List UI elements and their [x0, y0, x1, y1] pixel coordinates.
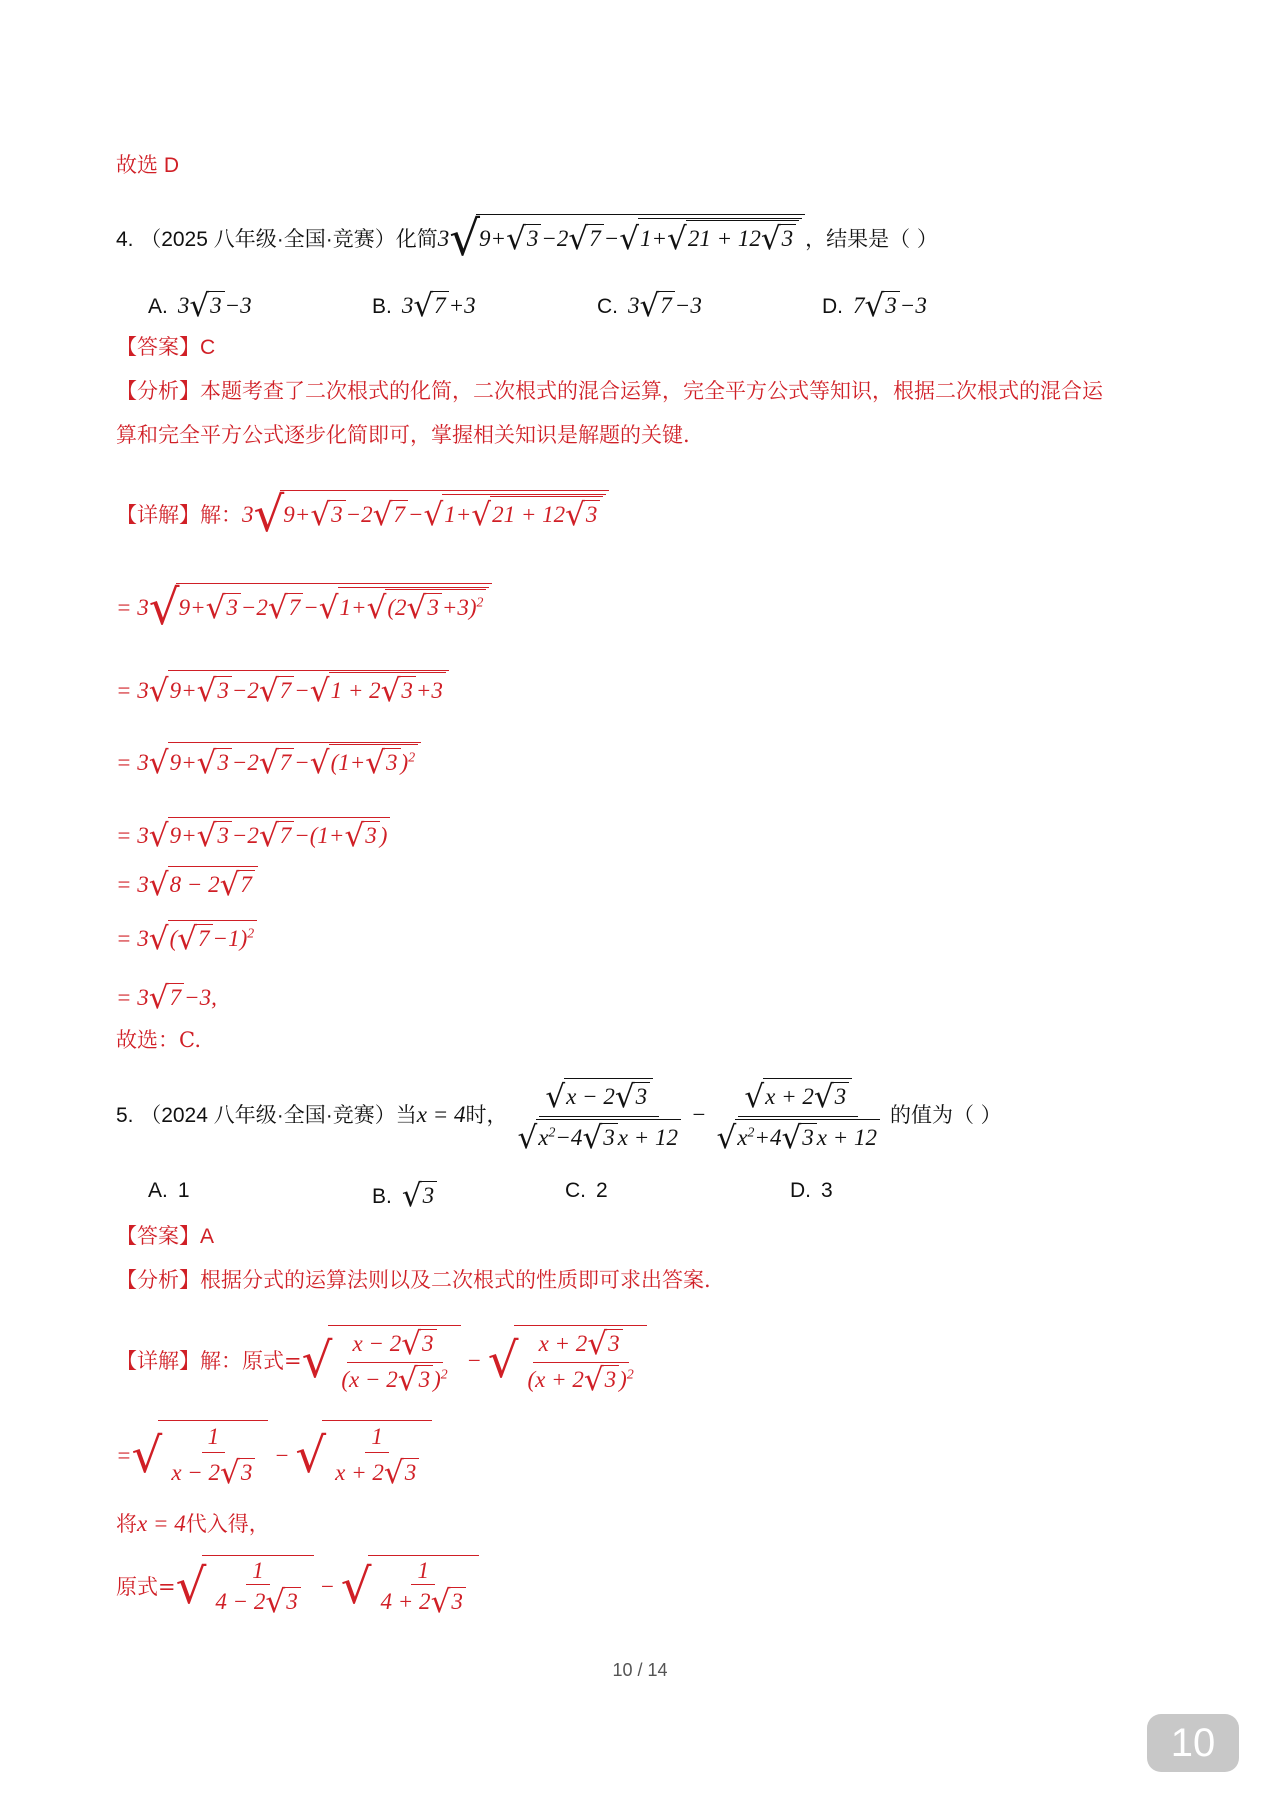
q4-number: 4. — [116, 228, 134, 251]
page-badge[interactable]: 10 — [1147, 1714, 1239, 1772]
page-indicator: 10 / 14 — [612, 1660, 668, 1680]
q4-stem — [116, 211, 938, 267]
q5-substitute: 将x = 4代入得， — [116, 1511, 270, 1536]
q4-analysis-line2: 算和完全平方公式逐步化简即可，掌握相关知识是解题的关键. — [116, 423, 690, 447]
q4-step-7: = $3√(√7 -1)^2$ — [116, 920, 257, 957]
q5-option-c[interactable]: C. 2 — [565, 1179, 608, 1202]
q4-detail-intro: 【详解】解：3√9+√3 −2√7 −√1+√21 + 12√3 — [116, 490, 609, 539]
q4-step-4: = 3√9+√3 −2√7 −√(1+√3 )$^2$ — [116, 742, 421, 781]
q4-conclusion: 故选：C. — [116, 1028, 201, 1052]
q5-detail-step3: 原式=√ $\frac{1}{4 - 2√3}$ − √ $\frac{1}{4 + 2√3}$ — [116, 1555, 479, 1618]
prev-conclusion: 故选 D — [116, 154, 179, 177]
q4-expression: 3√9+√3 −2√7 −√1+√21 + 12√3 — [438, 226, 805, 251]
q5-source: （2024 八年级·全国·竞赛） — [140, 1103, 396, 1127]
q4-step-6: = 3√8 − 2√7 — [116, 866, 258, 903]
q4-step-2: = $3√9+√3 -2√7 -√1+√(2√3 +3)^2$ — [116, 580, 492, 636]
q5-detail-step2: =√ $\frac{1}{x - 2√3}$ − √ $\frac{1}{x + 2√3}$ — [116, 1420, 432, 1491]
q5-expression: $\frac{√x - 2√3}{√x^2-4√3 x + 12}$ − $\frac{√x + 2√3}{√x^2+4√3 x + 12}$ — [507, 1102, 890, 1127]
q5-number: 5. — [116, 1103, 134, 1127]
q5-option-d[interactable]: D. 3 — [790, 1179, 833, 1202]
q4-step-5: = 3√9+√3 −2√7 −(1+√3 ) — [116, 817, 390, 854]
q5-analysis: 【分析】根据分式的运算法则以及二次根式的性质即可求出答案. — [116, 1268, 711, 1292]
q5-detail-step1: 【详解】解：原式=√ $\frac{x - 2√3}{(x - 2√3 )^2}$ − √ $\frac{x + 2√3}{(x + 2√3 )^2}$ — [116, 1325, 647, 1396]
q4-answer: 【答案】C — [116, 335, 216, 359]
q4-option-b[interactable]: B. 3√7 +3 — [372, 288, 476, 324]
q4-source: （2025 八年级·全国·竞赛） — [140, 228, 396, 251]
q5-suffix: 的值为（ ） — [889, 1102, 1002, 1127]
q4-step-3: = 3√9+√3 −2√7 −√1 + 2√3 +3 — [116, 670, 449, 709]
q4-option-c[interactable]: C. 3√7 −3 — [597, 288, 702, 324]
q5-answer: 【答案】A — [116, 1224, 215, 1248]
q4-option-d[interactable]: D. 7√3 −3 — [822, 288, 927, 324]
q5-option-a[interactable]: A. 1 — [148, 1179, 190, 1202]
q5-stem — [116, 1078, 1002, 1155]
q5-prompt: 当x = 4时， — [395, 1101, 508, 1127]
q4-option-a[interactable]: A. 3√3 −3 — [148, 288, 252, 324]
q4-step-8: = 3√7 −3, — [116, 980, 217, 1016]
q5-option-b[interactable]: B. √3 — [372, 1178, 437, 1214]
q4-suffix: ，结果是（ ） — [805, 227, 938, 251]
q4-prompt: 化简 — [395, 227, 438, 251]
q4-analysis-line1: 【分析】本题考查了二次根式的化简，二次根式的混合运算，完全平方公式等知识，根据二次根式的混合运 — [116, 379, 1103, 403]
